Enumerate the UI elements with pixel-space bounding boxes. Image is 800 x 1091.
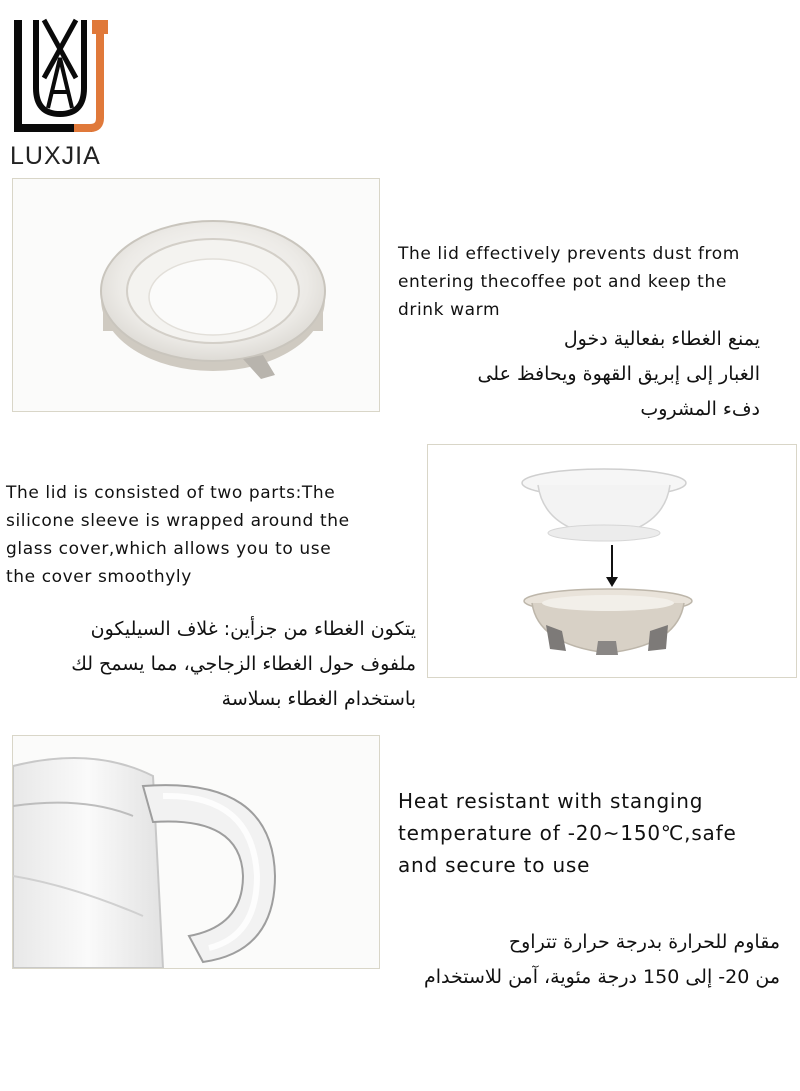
text-line: باستخدام الغطاء بسلاسة	[221, 688, 416, 710]
glass-pot-handle-image	[13, 736, 379, 968]
two-parts-description-ar	[20, 612, 416, 717]
text-line: drink warm	[398, 300, 501, 320]
text-line: Heat resistant with stanging	[398, 789, 704, 813]
two-parts-description-en	[6, 479, 416, 591]
glass-lid-image	[13, 179, 379, 411]
text-line: The lid is consisted of two parts:The	[6, 483, 336, 503]
glass-handle-photo-frame	[12, 735, 380, 969]
lid-parts-image	[428, 445, 796, 677]
text-line: ملفوف حول الغطاء الزجاجي، مما يسمح لك	[71, 653, 416, 675]
brand-name: LUXJIA	[10, 142, 101, 170]
heat-resistant-description-en	[398, 785, 798, 881]
text-line: The lid effectively prevents dust from	[398, 244, 740, 264]
text-line: مقاوم للحرارة بدرجة حرارة تتراوح	[508, 931, 780, 953]
text-line: and secure to use	[398, 853, 591, 877]
text-line: entering thecoffee pot and keep the	[398, 272, 727, 292]
text-line: من 20- إلى 150 درجة مئوية، آمن للاستخدام	[423, 966, 780, 988]
lid-parts-photo-frame	[427, 444, 797, 678]
text-line: دفء المشروب	[640, 398, 760, 420]
text-line: يمنع الغطاء بفعالية دخول	[563, 328, 760, 350]
text-line: the cover smoothyly	[6, 567, 192, 587]
text-line: glass cover,which allows you to use	[6, 539, 332, 559]
text-line: temperature of -20~150℃,safe	[398, 821, 737, 845]
lid-dust-description-ar	[430, 322, 760, 427]
lid-photo-frame	[12, 178, 380, 412]
text-line: يتكون الغطاء من جزأين: غلاف السيليكون	[90, 618, 416, 640]
heat-resistant-description-ar	[360, 925, 780, 995]
text-line: الغبار إلى إبريق القهوة ويحافظ على	[477, 363, 760, 385]
luxjia-logo-mark	[14, 18, 110, 136]
text-line: silicone sleeve is wrapped around the	[6, 511, 350, 531]
lid-dust-description-en	[398, 240, 798, 324]
